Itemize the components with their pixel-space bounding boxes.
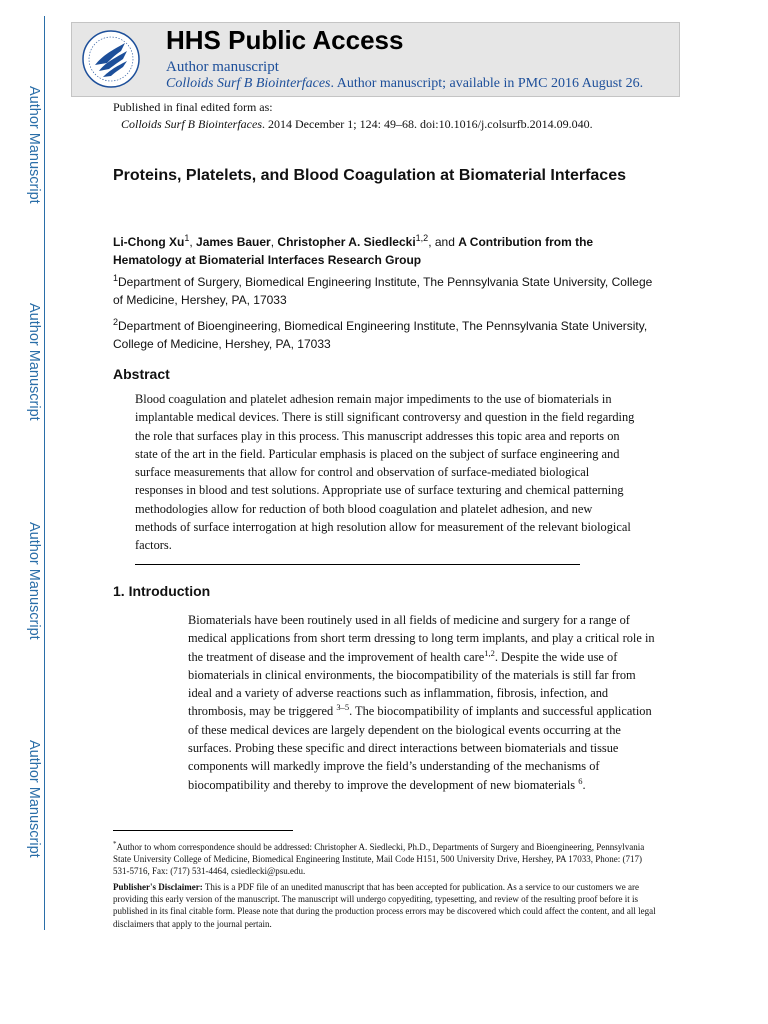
affiliation-mark: 2 xyxy=(113,317,119,327)
side-label-author-manuscript: Author Manuscript xyxy=(26,303,42,421)
intro-text: . xyxy=(582,777,586,792)
side-label-author-manuscript: Author Manuscript xyxy=(26,740,42,858)
correspondence-footnote xyxy=(113,841,658,878)
introduction-heading: 1. Introduction xyxy=(113,583,211,599)
banner-journal: Colloids Surf B Biointerfaces xyxy=(166,76,331,91)
published-citation xyxy=(121,117,593,132)
footnote-mark: * xyxy=(113,840,117,848)
intro-text: Biomaterials have been routinely used in all fields of medicine and surgery for a range of medical applications from short term dressing to long term implants, and play a critical role in the treatment of disease and the improvement of health care xyxy=(188,613,655,664)
banner-availability: . Author manuscript; available in PMC 2016 August 26. xyxy=(330,76,644,91)
author-group: A Contribution from the Hematology at Biomaterial Interfaces Research Group xyxy=(113,235,594,267)
affiliation-text: Department of Surgery, Biomedical Engineering Institute, The Pennsylvania State University, College of Medicine, Hershey, PA, 17033 xyxy=(113,275,653,307)
side-label-author-manuscript: Author Manuscript xyxy=(26,522,42,640)
author-separator: , xyxy=(270,235,278,249)
published-details: . 2014 December 1; 124: 49–68. doi:10.1016/j.colsurfb.2014.09.040. xyxy=(262,117,593,131)
author-separator: , and xyxy=(428,235,459,249)
reference-mark: 3–5 xyxy=(336,702,350,713)
banner-subtitle: Author manuscript xyxy=(166,59,279,75)
published-journal: Colloids Surf B Biointerfaces xyxy=(121,117,262,131)
disclaimer-label: Publisher's Disclaimer: xyxy=(113,882,203,892)
hhs-banner xyxy=(71,22,680,97)
published-label: Published in final edited form as: xyxy=(113,100,273,114)
banner-title: HHS Public Access xyxy=(166,25,404,55)
intro-text: . The biocompatibility of implants and successful application of these medical devices are largely dependent on the biological events occurring at the surfaces. Probing these specific and direct interactions between biomaterials and tissue components will markedly improve the field’s understanding of the mechanisms of biocompatibility and thereby to improve the development of new biomaterials xyxy=(188,704,652,792)
author-name: Christopher A. Siedlecki xyxy=(277,235,416,249)
banner-citation xyxy=(166,76,643,92)
reference-mark: 6 xyxy=(578,775,583,786)
author-affiliation-mark: 1,2 xyxy=(415,233,429,243)
abstract-heading: Abstract xyxy=(113,366,170,382)
abstract-divider xyxy=(135,564,580,565)
affiliation-mark: 1 xyxy=(113,273,119,283)
reference-mark: 1,2 xyxy=(484,647,495,658)
affiliation xyxy=(113,269,658,309)
footnote-rule xyxy=(113,830,293,831)
affiliation xyxy=(113,313,658,353)
side-rule xyxy=(44,16,45,930)
author-list xyxy=(113,229,653,269)
introduction-paragraph xyxy=(188,611,660,794)
side-label-author-manuscript: Author Manuscript xyxy=(26,86,42,204)
author-affiliation-mark: 1 xyxy=(184,233,190,243)
intro-text: . Despite the wide use of biomaterials in clinical environments, the biocompatibility of the materials is still far from ideal and a variety of adverse reactions such as inflammation, fibrosis, infection, and thrombosis, may be triggered xyxy=(188,649,636,719)
author-name: James Bauer xyxy=(196,235,271,249)
affiliation-text: Department of Bioengineering, Biomedical Engineering Institute, The Pennsylvania State University, College of Medicine, Hershey, PA, 17033 xyxy=(113,319,648,351)
article-title: Proteins, Platelets, and Blood Coagulation at Biomaterial Interfaces xyxy=(113,167,626,184)
hhs-seal-icon xyxy=(81,29,141,89)
disclaimer-text: This is a PDF file of an unedited manuscript that has been accepted for publication. As a service to our customers we are providing this early version of the manuscript. The manuscript will undergo copyediting, typesetting, and review of the resulting proof before it is published in its final citable form. Please note that during the production process errors may be discovered which could affect the content, and all legal disclaimers that apply to the journal pertain. xyxy=(113,882,656,929)
author-separator: , xyxy=(189,235,197,249)
publisher-disclaimer xyxy=(113,881,658,930)
footnote-text: Author to whom correspondence should be addressed: Christopher A. Siedlecki, Ph.D., Departments of Surgery and Bioengineering, Pennsylvania State University College of Medicine, Biomedical Engineering Institute, Mail Code H151, 500 University Drive, Hershey, PA 17033, Phone: (717) 531-5716, Fax: (717) 531-4464, csiedlecki@psu.edu. xyxy=(113,842,645,877)
author-name: Li-Chong Xu xyxy=(113,235,185,249)
abstract-text: Blood coagulation and platelet adhesion remain major impediments to the use of biomaterials in implantable medical devices. There is still significant controversy and question in the field regarding the role that surfaces play in this process. This manuscript addresses this topic area and reports on state of the art in the field. Particular emphasis is placed on the subject of surface engineering and surface measurements that allow for control and observation of surface-mediated biological responses in blood and test solutions. Appropriate use of surface texturing and chemical patterning methodologies allow for reduction of both blood coagulation and platelet adhesion, and new methods of surface interrogation at high resolution allow for measurement of the relevant biological factors. xyxy=(135,392,635,553)
